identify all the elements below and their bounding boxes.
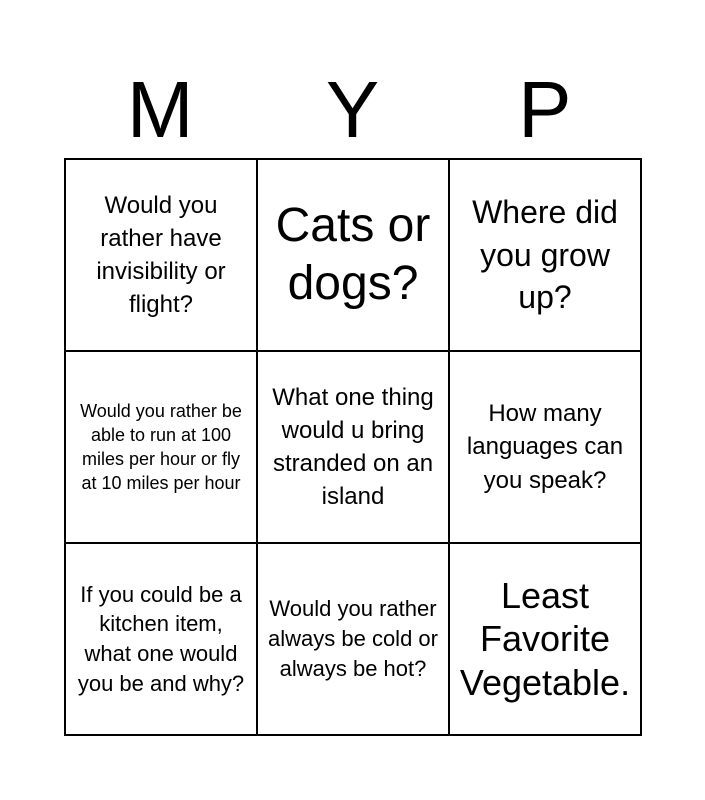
bingo-cell-r2-c2[interactable]: [258, 352, 450, 544]
bingo-header: [64, 62, 641, 158]
bingo-cell-r1-c1[interactable]: [66, 160, 258, 352]
cell-text: Would you rather have invisibility or flight?: [96, 191, 226, 319]
cell-text: Where did you grow up?: [472, 194, 618, 316]
bingo-grid: [64, 158, 642, 736]
bingo-cell-r3-c3[interactable]: [450, 544, 642, 736]
header-letter-p: P: [518, 65, 572, 154]
cell-text: Would you rather be able to run at 100 miles per hour or fly at 10 miles per hour: [80, 400, 242, 494]
bingo-cell-r3-c2[interactable]: [258, 544, 450, 736]
bingo-cell-r1-c2[interactable]: [258, 160, 450, 352]
cell-text: Cats or dogs?: [275, 199, 431, 310]
bingo-cell-r3-c1[interactable]: [66, 544, 258, 736]
bingo-cell-r1-c3[interactable]: [450, 160, 642, 352]
bingo-cell-r2-c1[interactable]: [66, 352, 258, 544]
cell-text: Least Favorite Vegetable.: [459, 575, 631, 703]
cell-text: Would you rather always be cold or always be hot?: [268, 596, 438, 681]
cell-text: How many languages can you speak?: [466, 400, 624, 494]
bingo-cell-r2-c3[interactable]: [450, 352, 642, 544]
header-letter-m: M: [126, 65, 194, 154]
cell-text: What one thing would u bring stranded on an island: [272, 383, 434, 511]
header-letter-y: Y: [325, 65, 380, 154]
cell-text: If you could be a kitchen item, what one would you be and why?: [77, 581, 245, 696]
